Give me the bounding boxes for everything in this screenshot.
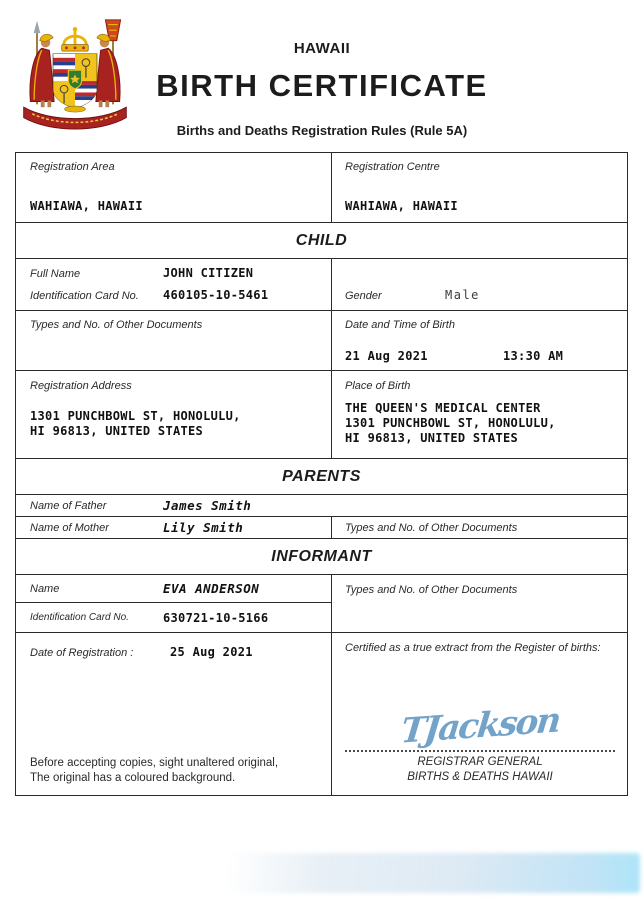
- registration-address-cell: [16, 371, 332, 458]
- certified-extract-cell: [332, 633, 627, 795]
- mother-cell: [16, 517, 332, 538]
- registration-centre-label: Registration Centre: [345, 161, 440, 173]
- informant-left-cell: [16, 575, 332, 632]
- child-section-row: [16, 223, 627, 259]
- place-of-birth-line1: THE QUEEN'S MEDICAL CENTER: [345, 401, 541, 415]
- certificate-title: BIRTH CERTIFICATE: [156, 68, 488, 103]
- registrar-title: [345, 752, 615, 785]
- child-name-row: [16, 259, 627, 311]
- dob-time-value: 13:30 AM: [503, 349, 564, 363]
- mother-name-value: Lily Smith: [163, 520, 244, 535]
- informant-name-subrow: [16, 575, 331, 603]
- copy-notice-line1: Before accepting copies, sight unaltered original,: [30, 757, 279, 769]
- mother-label: Name of Mother: [30, 521, 109, 534]
- rule-subtitle: Births and Deaths Registration Rules (Rule 5A): [176, 123, 468, 138]
- informant-section-title: INFORMANT: [271, 547, 372, 565]
- place-of-birth-cell: [332, 371, 627, 458]
- date-of-registration-label: Date of Registration :: [30, 647, 134, 659]
- father-cell: [16, 495, 627, 516]
- informant-id-label: Identification Card No.: [30, 612, 129, 623]
- full-name-label: Full Name: [30, 268, 81, 280]
- child-id-value: 460105-10-5461: [163, 288, 269, 302]
- copy-notice: [30, 756, 278, 786]
- child-section-title: CHILD: [295, 231, 348, 249]
- parents-other-docs-label: Types and No. of Other Documents: [345, 521, 518, 534]
- gender-cell: [332, 259, 627, 310]
- father-name-value: James Smith: [163, 498, 252, 513]
- region-title: HAWAII: [293, 40, 351, 57]
- registrar-title-line1: REGISTRAR GENERAL: [417, 756, 543, 768]
- certificate-table: [15, 152, 628, 796]
- registration-centre-value: WAHIAWA, HAWAII: [345, 199, 458, 213]
- child-other-docs-cell: [16, 311, 332, 370]
- address-row: [16, 371, 627, 459]
- registrar-signature: TJackson: [398, 700, 562, 752]
- registration-address-label: Registration Address: [30, 380, 132, 392]
- father-row: [16, 495, 627, 517]
- child-name-id-cell: [16, 259, 332, 310]
- informant-name-value: EVA ANDERSON: [163, 581, 260, 596]
- child-docs-dob-row: [16, 311, 627, 371]
- gender-label: Gender: [345, 290, 382, 302]
- registration-address-line2: HI 96813, UNITED STATES: [30, 424, 204, 438]
- dob-date-value: 21 Aug 2021: [345, 349, 428, 363]
- informant-other-docs-cell: [332, 575, 627, 632]
- registration-address-line1: 1301 PUNCHBOWL ST, HONOLULU,: [30, 409, 241, 423]
- registration-centre-cell: [332, 153, 627, 222]
- mother-row: [16, 517, 627, 539]
- informant-section-row: [16, 539, 627, 575]
- bottom-watermark: [228, 853, 640, 893]
- place-of-birth-line3: HI 96813, UNITED STATES: [345, 431, 519, 445]
- informant-id-subrow: [16, 603, 331, 632]
- parents-section-row: [16, 459, 627, 495]
- parents-section-title: PARENTS: [282, 467, 361, 485]
- child-id-label: Identification Card No.: [30, 290, 139, 302]
- certification-row: [16, 633, 627, 795]
- father-label: Name of Father: [30, 499, 107, 512]
- certified-extract-label: Certified as a true extract from the Register of births:: [345, 642, 601, 654]
- date-of-registration-cell: [16, 633, 332, 795]
- signature-area: [345, 654, 615, 750]
- dob-label: Date and Time of Birth: [345, 319, 455, 331]
- registration-row: [16, 153, 627, 223]
- registration-area-label: Registration Area: [30, 161, 115, 173]
- informant-row: [16, 575, 627, 633]
- parents-other-docs-cell: [332, 517, 627, 538]
- place-of-birth-label: Place of Birth: [345, 380, 411, 392]
- registration-area-cell: [16, 153, 332, 222]
- copy-notice-line2: The original has a coloured background.: [30, 772, 236, 784]
- dob-cell: [332, 311, 627, 370]
- informant-other-docs-label: Types and No. of Other Documents: [345, 584, 518, 596]
- registrar-title-line2: BIRTHS & DEATHS HAWAII: [407, 771, 553, 783]
- informant-id-value: 630721-10-5166: [163, 610, 269, 625]
- registration-area-value: WAHIAWA, HAWAII: [30, 199, 143, 213]
- child-other-docs-label: Types and No. of Other Documents: [30, 319, 203, 331]
- informant-name-label: Name: [30, 582, 60, 595]
- place-of-birth-line2: 1301 PUNCHBOWL ST, HONOLULU,: [345, 416, 556, 430]
- date-of-registration-value: 25 Aug 2021: [170, 645, 253, 659]
- full-name-value: JOHN CITIZEN: [163, 266, 254, 280]
- gender-value: Male: [445, 288, 480, 302]
